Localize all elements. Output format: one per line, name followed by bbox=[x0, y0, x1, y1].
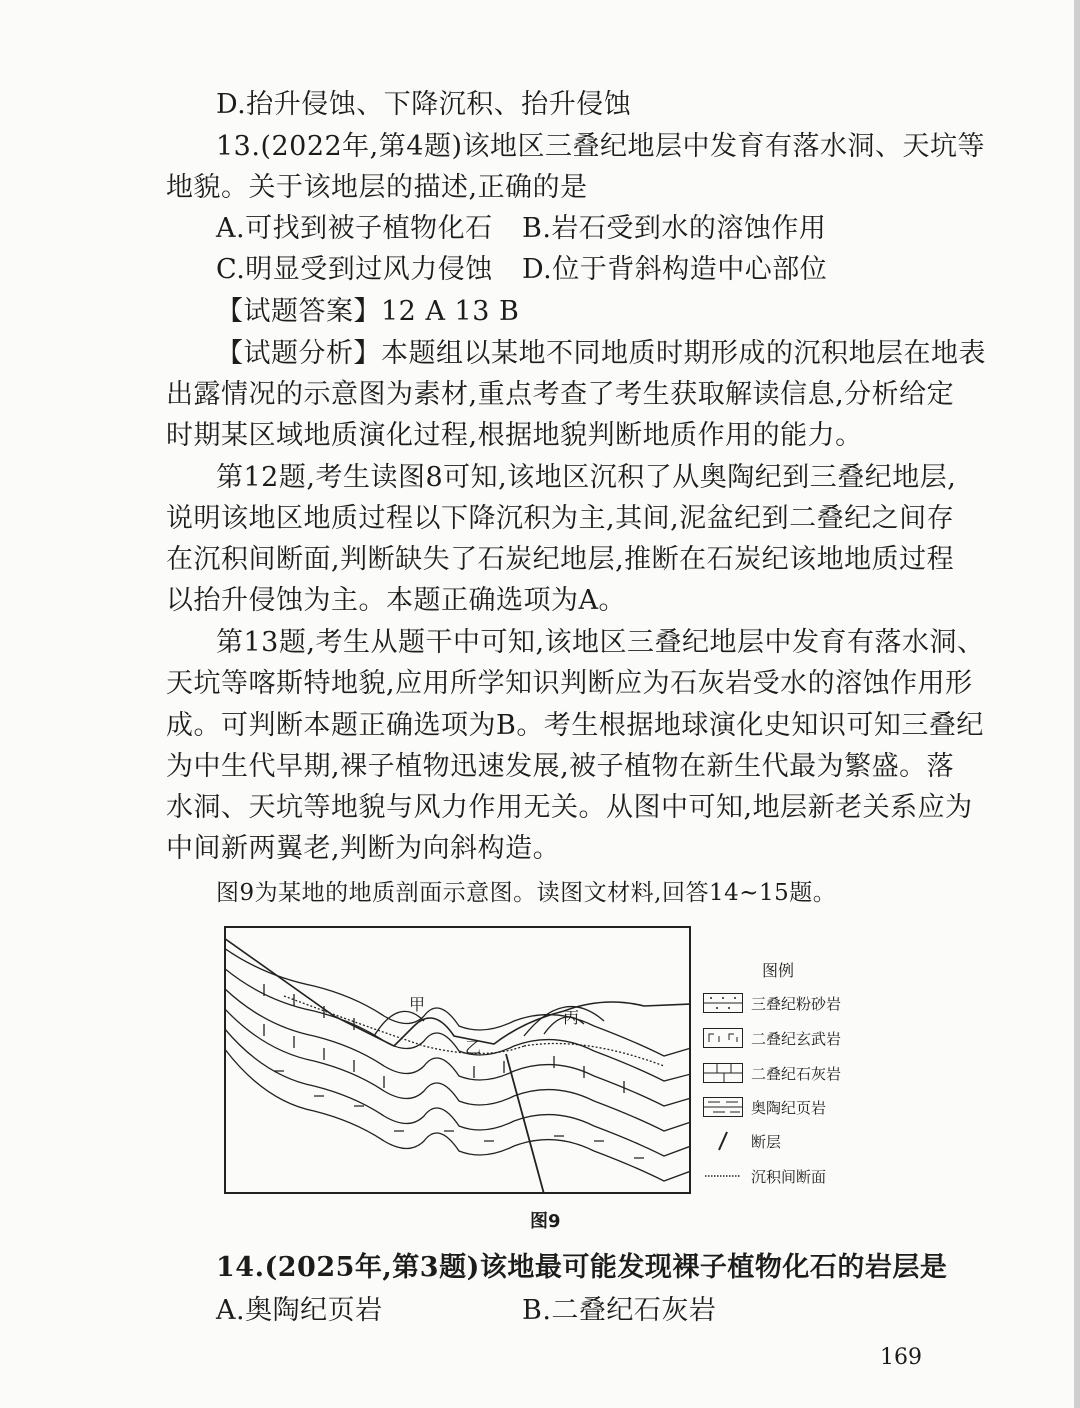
legend-label-siltstone: 三叠纪粉砂岩 bbox=[751, 994, 842, 1013]
label-jia: 甲 bbox=[409, 995, 426, 1014]
q13-explain-line3: 成。可判断本题正确选项为B。考生根据地球演化史知识可知三叠纪 bbox=[166, 710, 984, 741]
dotted-line-icon bbox=[703, 1166, 743, 1186]
q13-explain-line5: 水洞、天坑等地貌与风力作用无关。从图中可知,地层新老关系应为 bbox=[166, 792, 973, 823]
legend-triassic-siltstone bbox=[703, 992, 841, 1014]
q13-explain-line6: 中间新两翼老,判断为向斜构造。 bbox=[166, 833, 561, 864]
analysis-line2: 出露情况的示意图为素材,重点考查了考生获取解读信息,分析给定 bbox=[166, 379, 955, 410]
q13-explain-line2: 天坑等喀斯特地貌,应用所学知识判断应为石灰岩受水的溶蚀作用形 bbox=[166, 668, 973, 699]
figure-caption: 图9 bbox=[530, 1211, 561, 1232]
q12-explain-line4: 以抬升侵蚀为主。本题正确选项为A。 bbox=[166, 585, 626, 616]
q12-explain-line3: 在沉积间断面,判断缺失了石炭纪地层,推断在石炭纪该地地质过程 bbox=[166, 544, 955, 575]
shale-swatch-icon bbox=[703, 1097, 743, 1117]
legend-unconformity bbox=[703, 1165, 826, 1187]
option-13-b: B.岩石受到水的溶蚀作用 bbox=[522, 213, 827, 244]
analysis-line3: 时期某区域地质演化过程,根据地貌判断地质作用的能力。 bbox=[166, 420, 863, 451]
figure-intro: 图9为某地的地质剖面示意图。读图文材料,回答14~15题。 bbox=[216, 880, 837, 906]
legend-permian-limestone bbox=[703, 1062, 841, 1084]
limestone-swatch-icon bbox=[703, 1063, 743, 1083]
legend-label-fault: 断层 bbox=[751, 1132, 782, 1151]
legend-ordovician-shale bbox=[703, 1096, 826, 1118]
analysis-line1: 【试题分析】本题组以某地不同地质时期形成的沉积地层在地表 bbox=[216, 338, 986, 369]
option-13-d: D.位于背斜构造中心部位 bbox=[522, 254, 828, 285]
option-13-a: A.可找到被子植物化石 bbox=[216, 213, 493, 244]
basalt-swatch-icon bbox=[703, 1028, 743, 1048]
page-edge-shadow bbox=[1074, 0, 1080, 1408]
legend-title: 图例 bbox=[762, 961, 795, 980]
legend-label-unconformity: 沉积间断面 bbox=[751, 1167, 827, 1186]
legend-permian-basalt bbox=[703, 1027, 841, 1049]
q13-explain-line1: 第13题,考生从题干中可知,该地区三叠纪地层中发育有落水洞、 bbox=[216, 627, 985, 658]
question-13-stem-line2: 地貌。关于该地层的描述,正确的是 bbox=[166, 172, 588, 203]
legend-label-limestone: 二叠纪石灰岩 bbox=[751, 1064, 842, 1083]
legend-label-basalt: 二叠纪玄武岩 bbox=[751, 1029, 842, 1048]
fault-line-icon bbox=[703, 1131, 743, 1151]
option-14-a: A.奥陶纪页岩 bbox=[216, 1295, 383, 1326]
geologic-cross-section bbox=[224, 926, 691, 1194]
page-number: 169 bbox=[880, 1345, 922, 1370]
label-yi: 乙 bbox=[465, 1038, 482, 1057]
siltstone-swatch-icon bbox=[703, 993, 743, 1013]
option-14-b: B.二叠纪石灰岩 bbox=[522, 1295, 717, 1326]
option-13-c: C.明显受到过风力侵蚀 bbox=[216, 254, 493, 285]
option-12-d: D.抬升侵蚀、下降沉积、抬升侵蚀 bbox=[216, 89, 632, 120]
label-bing: 丙 bbox=[563, 1008, 580, 1027]
legend-label-shale: 奥陶纪页岩 bbox=[751, 1098, 827, 1117]
q12-explain-line1: 第12题,考生读图8可知,该地区沉积了从奥陶纪到三叠纪地层, bbox=[216, 462, 957, 493]
answer-line: 【试题答案】12 A 13 B bbox=[216, 296, 520, 327]
q12-explain-line2: 说明该地区地质过程以下降沉积为主,其间,泥盆纪到二叠纪之间存 bbox=[166, 503, 955, 534]
question-13-stem-line1: 13.(2022年,第4题)该地区三叠纪地层中发育有落水洞、天坑等 bbox=[216, 131, 985, 162]
q13-explain-line4: 为中生代早期,裸子植物迅速发展,被子植物在新生代最为繁盛。落 bbox=[166, 751, 955, 782]
question-14-stem: 14.(2025年,第3题)该地最可能发现裸子植物化石的岩层是 bbox=[216, 1252, 948, 1283]
legend-fault bbox=[703, 1130, 781, 1152]
